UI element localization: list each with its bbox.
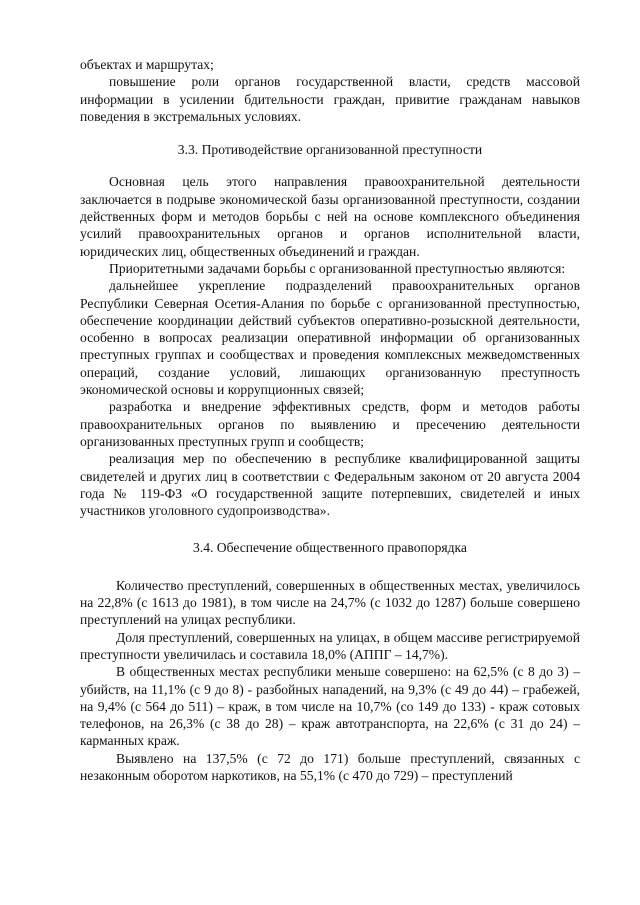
intro-line: объектах и маршрутах;: [80, 57, 214, 72]
intro-paragraph: повышение роли органов государственной власти, средств массовой информации в усилении бдительности граждан, привитие гражданам навыков поведения в экстремальных условиях.: [80, 74, 580, 124]
paragraph-priority-tasks: Приоритетными задачами борьбы с организованной преступностью являются:: [109, 260, 566, 276]
paragraph-task-development: разработка и внедрение эффективных средств, форм и методов работы правоохранительных органов по выявлению и пресечению деятельности организованных преступных групп и сообществ;: [80, 399, 580, 449]
paragraph-main-goal: Основная цель этого направления правоохранительной деятельности заключается в подрыве экономической базы организованной преступности, создании действенных форм и методов борьбы с ней на основе комплексного объединения усилий правоохранительных органов и органов исполнительной власти, юридических лиц, общественных объединений и граждан.: [80, 174, 580, 259]
paragraph-street-crime-share: Доля преступлений, совершенных на улицах, в общем массиве регистрируемой преступности увеличилась и составила 18,0% (АППГ – 14,7%).: [80, 629, 580, 662]
paragraph-decrease-stats: В общественных местах республики меньше совершено: на 62,5% (с 8 до 3) – убийств, на 11,1% (с 9 до 8) - разбойных нападений, на 9,3% (с 49 до 44) – грабежей, на 9,4% (с 564 до 511) – краж, в том числе на 10,7% (со 149 до 133) - краж сотовых телефонов, на 26,3% (с 38 до 28) – краж автотранспорта, на 22,6% (с 31 до 24) – карманных краж.: [80, 664, 580, 749]
paragraph-task-strengthening: дальнейшее укрепление подразделений правоохранительных органов Республики Северная Осетия-Алания по борьбе с организованной преступностью, обеспечение координации действий субъектов оперативно-розыскной деятельности, особенно в вопросах реализации оперативной информации об организованных преступных группах и сообществах и проведения комплексных межведомственных операций, создание условий, лишающих организованную преступность экономической основы и коррупционных связей;: [80, 278, 580, 398]
paragraph-task-witness-protection: реализация мер по обеспечению в республике квалифицированной защиты свидетелей и других лиц в соответствии с Федеральным законом от 20 августа 2004 года № 119-ФЗ «О государственной защите потерпевших, свидетелей и иных участников уголовного судопроизводства».: [80, 451, 580, 519]
section-heading-3-4: 3.4. Обеспечение общественного правопорядка: [193, 540, 467, 556]
paragraph-drug-crimes: Выявлено на 137,5% (с 72 до 171) больше преступлений, связанных с незаконным оборотом наркотиков, на 55,1% (с 470 до 729) – преступлений: [80, 750, 580, 783]
section-heading-3-3: 3.3. Противодействие организованной преступности: [177, 142, 483, 158]
paragraph-crime-count: Количество преступлений, совершенных в общественных местах, увеличилось на 22,8% (с 1613 до 1981), в том числе на 24,7% (с 1032 до 1287) больше совершено преступлений на улицах республики.: [80, 577, 580, 628]
